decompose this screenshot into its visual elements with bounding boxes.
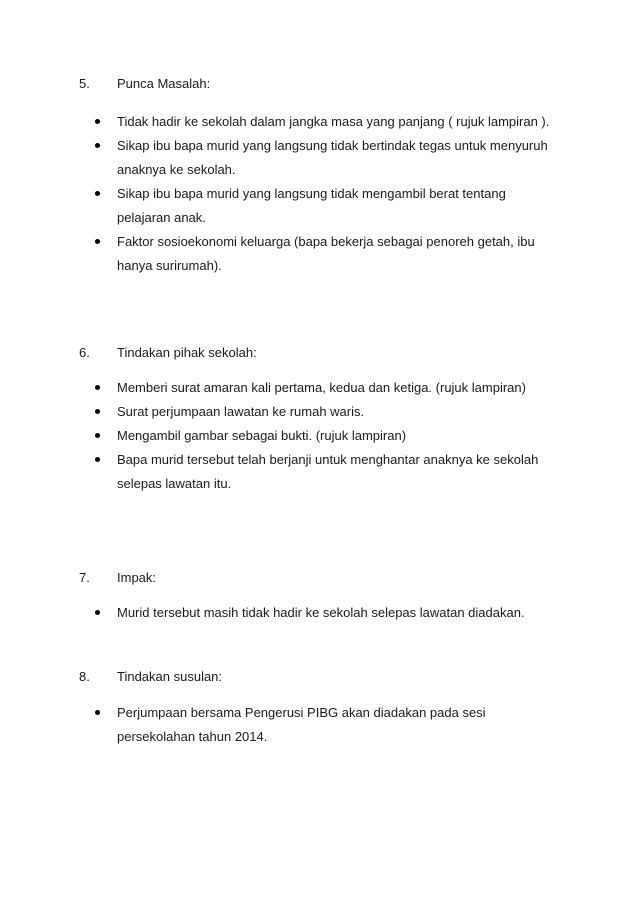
bullet-list	[0, 376, 638, 496]
section-title: Tindakan pihak sekolah:	[117, 345, 257, 360]
list-item-text: Surat perjumpaan lawatan ke rumah waris.	[117, 404, 365, 419]
list-item	[0, 424, 557, 448]
section-number: 5.	[79, 76, 90, 91]
section-title: Impak:	[117, 570, 157, 585]
bullet-icon	[95, 457, 100, 462]
list-item-text: Mengambil gambar sebagai bukti. (rujuk lampiran)	[117, 428, 407, 443]
list-item-text: Memberi surat amaran kali pertama, kedua dan ketiga. (rujuk lampiran)	[117, 380, 526, 395]
list-item	[0, 182, 557, 230]
bullet-icon	[95, 409, 100, 414]
bullet-icon	[95, 143, 100, 148]
bullet-icon	[95, 385, 100, 390]
section-number: 8.	[79, 669, 90, 684]
bullet-list	[0, 110, 638, 278]
bullet-icon	[95, 239, 100, 244]
list-item	[0, 110, 557, 134]
list-item-text: Faktor sosioekonomi keluarga (bapa bekerja sebagai penoreh getah, ibu hanya surirumah).	[117, 234, 535, 273]
list-item-text: Sikap ibu bapa murid yang langsung tidak mengambil berat tentang pelajaran anak.	[117, 186, 506, 225]
list-item	[0, 400, 557, 424]
bullet-icon	[95, 119, 100, 124]
section-title: Tindakan susulan:	[117, 669, 223, 684]
section-number: 6.	[79, 345, 90, 360]
bullet-list	[0, 601, 638, 625]
list-item	[0, 601, 557, 625]
bullet-icon	[95, 610, 100, 615]
bullet-list	[0, 701, 638, 749]
section-number: 7.	[79, 570, 90, 585]
list-item	[0, 448, 557, 496]
list-item	[0, 701, 557, 749]
list-item-text: Murid tersebut masih tidak hadir ke sekolah selepas lawatan diadakan.	[117, 605, 525, 620]
list-item-text: Sikap ibu bapa murid yang langsung tidak bertindak tegas untuk menyuruh anaknya ke sekolah.	[117, 138, 548, 177]
list-item-text: Bapa murid tersebut telah berjanji untuk menghantar anaknya ke sekolah selepas lawatan itu.	[117, 452, 539, 491]
list-item	[0, 230, 557, 278]
list-item-text: Perjumpaan bersama Pengerusi PIBG akan diadakan pada sesi persekolahan tahun 2014.	[117, 705, 486, 744]
section-title: Punca Masalah:	[117, 76, 211, 91]
list-item	[0, 134, 557, 182]
bullet-icon	[95, 710, 100, 715]
bullet-icon	[95, 191, 100, 196]
list-item	[0, 376, 557, 400]
list-item-text: Tidak hadir ke sekolah dalam jangka masa yang panjang ( rujuk lampiran ).	[117, 114, 550, 129]
bullet-icon	[95, 433, 100, 438]
